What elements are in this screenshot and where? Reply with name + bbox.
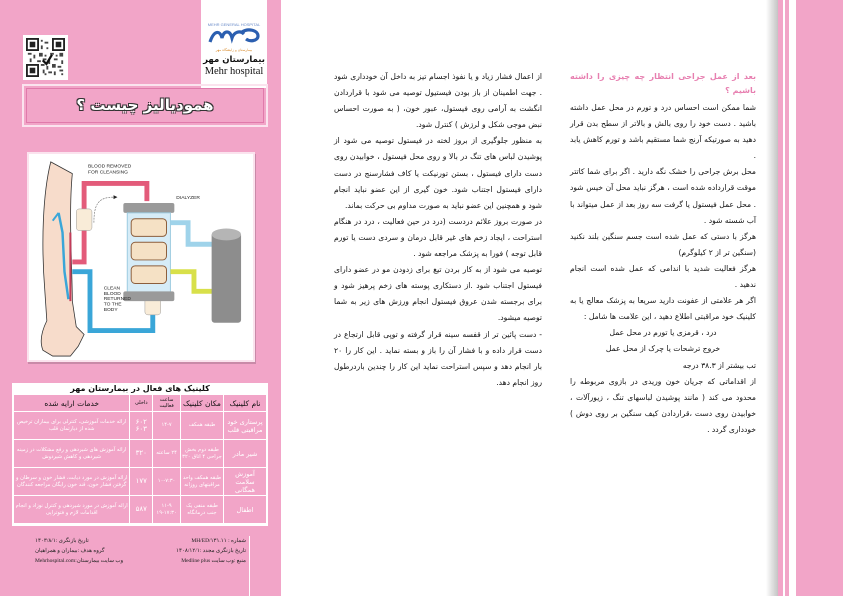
table-row [14, 496, 267, 524]
hospital-name-fa: بیمارستان مهر [203, 55, 265, 65]
table-row [14, 468, 267, 496]
hemodialysis-illustration [29, 154, 253, 360]
clinic-table-grid [13, 394, 267, 524]
paragraph: توصیه می شود از به کار بردن تیغ برای زدودن مو در عضو دارای فیستول اجتناب شود .از دستکاری پوسته های زخم پرهیز شود و برای برجسته شدن عروق فیستول انجام ورزش های زیر به شما توصیه میشود. [334, 265, 542, 323]
next-review-date: تاریخ بازنگری مجدد :۱۴۰۸/۱۲/۱ [176, 548, 246, 554]
cell-extension: ۶۰۲ ۶۰۳ [130, 412, 153, 440]
page-title: همودیالیز چیست ؟ [76, 96, 214, 114]
cell-hours: ۱۰-۷:۳۰ [153, 468, 181, 496]
hospital-name-en: Mehr hospital [204, 66, 264, 77]
paragraph: از اعمال فشار زیاد و یا نفوذ اجسام تیز به داخل آن خودداری شود . جهت اطمینان از باز بودن فیستیول توصیه می شود با قراردادن انگشت به آرامی روی فیستول، عبور خون، ( به صورت احساس نبض موجی شکل و لرزش ) کنترل شود. [334, 72, 542, 130]
right-column [570, 70, 756, 438]
right-pink-strip [778, 0, 843, 596]
label-clean-blood-line3: RETURNED [103, 297, 131, 303]
document-footer [35, 536, 250, 596]
label-clean-blood-line2: BLOOD [103, 291, 121, 297]
title-box [22, 84, 268, 127]
cell-services: ارائه آموزش در مورد دیابت، فشار خون و سرطان و گرفتن فشار خون، قند خون رایگان مراجعه کنندگان [14, 468, 130, 496]
source: منبع :وب سایت Medline plus [181, 558, 246, 564]
label-blood-removed [88, 164, 132, 176]
dialysate-in-line [170, 223, 213, 245]
qr-code-icon[interactable] [23, 35, 68, 80]
cell-services: ارائه خدمات آموزشی، کنترلی برای بیماران ترخیص شده از دیارتمان قلب [14, 412, 130, 440]
label-clean-blood-line1: CLEAN [103, 286, 121, 292]
paragraph: به منظور جلوگیری از بروز لخته در فیستول توصیه می شود از پوشیدن لباس های تنگ در بالا و روی محل فیستول ، خوابیدن روی دست دارای فیستول ، بستن تورنیکت یا کاف فشارسنج در دست دارای فیستول اجتناب شود. خون گیری از این عضو نباید انجام شود و همچنین این عضو نباید به صورت مداوم بی حرکت بماند. [334, 136, 542, 210]
paragraph: در صورت بروز علائم دردست (درد در حین فعالیت ، درد در هنگام استراحت ، ایجاد زخم های غیر قابل درمان و سردی دست یا تورم قابل توجه ) فورا به پزشک مراجعه شود . [334, 216, 542, 259]
dialysis-machine [212, 232, 241, 322]
paragraph: هرگز فعالیت شدید با اندامی که عمل شده است انجام ندهید . [570, 263, 756, 290]
header-hours: ساعت فعالیت [153, 395, 181, 412]
label-clean-blood-line5: BODY [103, 307, 118, 313]
cell-clinic-name: شیر مادر [224, 440, 267, 468]
target-group: گروه هدف :بیماران و همراهیان [35, 548, 105, 554]
paragraph: شما ممکن است احساس درد و تورم در محل عمل داشته باشید . دست خود را روی بالش و بالاتر از سطح بدن قرار دهید به صورتیکه آرنج شما مستقیم باشد و تورم کاهش یابد . [570, 103, 756, 161]
header-clinic-name: نام کلینیک [224, 395, 267, 412]
cell-extension: ۵۸۷ [130, 496, 153, 524]
symptom-item: تب بیشتر از ۳۸.۳ درجه [682, 360, 756, 370]
label-blood-removed-line2: FOR CLEANSING [88, 170, 128, 176]
paragraph: - دست پائین تر از قفسه سینه قرار گرفته و توپی قابل ارتجاع در دست قرار داده و با فشار آن را باز و بسته نماید . این کار را ۲۰ بار انجام دهد و سپس استراحت نماید این کار را چندین باردرطول روز انجام دهد. [334, 329, 542, 387]
clinic-table-title: کلینیک های فعال در بیمارستان مهر [70, 384, 210, 393]
cell-clinic-name: آموزش سلامت همگانی [224, 468, 267, 496]
cell-services: ارائه آموزش های شیردهی و رفع مشکلات در زمینه شیردهی و کاهش شیردوش [14, 440, 130, 468]
footer-row [35, 546, 246, 556]
edge-divider-band [789, 0, 796, 596]
middle-column [334, 69, 542, 391]
logo-english-caption: MEHR GENERAL HOSPITAL [207, 22, 261, 27]
cell-hours: ۲۴ ساعته [153, 440, 181, 468]
hospital-logo [201, 0, 267, 88]
cell-services: ارائه آموزش در مورد شیردهی و کنترل نوزاد و انجام اقدامات لازم و فتوتراپی [14, 496, 130, 524]
paragraph: اگر هر علامتی از عفونت دارید سریعا به پزشک معالج یا به کلینیک خود مراقبتی اطلاع دهید ، این علامت ها شامل : [570, 296, 756, 322]
paragraph: از اقداماتی که جریان خون وریدی در بازوی مربوطه را محدود می کند ( مانند پوشیدن لباسهای تنگ ، زیورآلات ، خوابیدن روی دست ،قراردادن کیف سنگین بر روی دوش ) خودداری گردد . [570, 376, 756, 434]
review-date: تاریخ بازنگری :۱۴۰۳/۸/۱ [35, 538, 89, 544]
dialysate-out-line [170, 272, 213, 292]
cell-extension: ۱۷۷ [130, 468, 153, 496]
logo-persian-caption: بیمارستان و زایشگاه مهر [215, 48, 253, 52]
clinic-table [12, 383, 268, 526]
document-number: شماره : MH/ED/۱۳۱.۱۱ [191, 538, 246, 544]
cell-location: طبقه منفی یک جنب درمانگاه [181, 496, 224, 524]
section-heading: بعد از عمل جراحی انتظار چه چیزی را داشته باشیم ؟ [570, 72, 756, 95]
header-clinic-location: مکان کلینیک [181, 395, 224, 412]
cell-hours: ۱۱-۹ ۱۹-۱۷:۳۰ [153, 496, 181, 524]
arterial-chamber [76, 209, 92, 231]
table-row [14, 412, 267, 440]
footer-row [35, 536, 246, 546]
label-blood-removed-line1: BLOOD REMOVED [88, 164, 132, 170]
hospital-website[interactable]: وب سایت بیمارستان:Mehrhospital.com [35, 558, 124, 564]
hospital-logo-mark-icon [206, 28, 262, 44]
symptom-item: درد ، قرمزی یا تورم در محل عمل [609, 328, 717, 338]
header-extension: داخلی [130, 395, 153, 412]
cell-location: طبقه دوم بخش جراحی ۴ اتاق ۳۲۰ [181, 440, 224, 468]
label-dialyzer: DIALYZER [176, 196, 200, 202]
symptom-item: خروج ترشحات یا چرک از محل عمل [605, 344, 721, 354]
footer-row [35, 556, 246, 566]
hemodialysis-diagram [27, 152, 255, 362]
paragraph: محل برش جراحی را خشک نگه دارید . اگر برای شما کاتتر موقت قرارداده شده است ، هرگز نباید محل آن خیس شود . محل عمل فیستول یا گرفت سه روز بعد از عمل میتواند با آب شسته شود . [570, 167, 756, 225]
header-services: خدمات ارایه شده [14, 395, 130, 412]
qr-code-graphic [26, 38, 65, 77]
label-clean-blood-line4: TO THE [103, 302, 122, 308]
table-header-row [14, 395, 267, 412]
cell-location: طبقه همکف [181, 412, 224, 440]
left-panel [0, 0, 281, 596]
paragraph: هرگز با دستی که عمل شده است جسم سنگین بلند نکنید (سنگین تر از ۲ کیلوگرم) [570, 231, 756, 257]
cell-hours: ۱۴-۷ [153, 412, 181, 440]
table-row [14, 440, 267, 468]
cell-clinic-name: اطفال [224, 496, 267, 524]
cell-location: طبقه همکف واحد مراقبتهای روزانه [181, 468, 224, 496]
edge-divider-line [783, 0, 785, 596]
cell-clinic-name: پرستاری خود مراقبتی قلب [224, 412, 267, 440]
cell-extension: ۳۲۰ [130, 440, 153, 468]
